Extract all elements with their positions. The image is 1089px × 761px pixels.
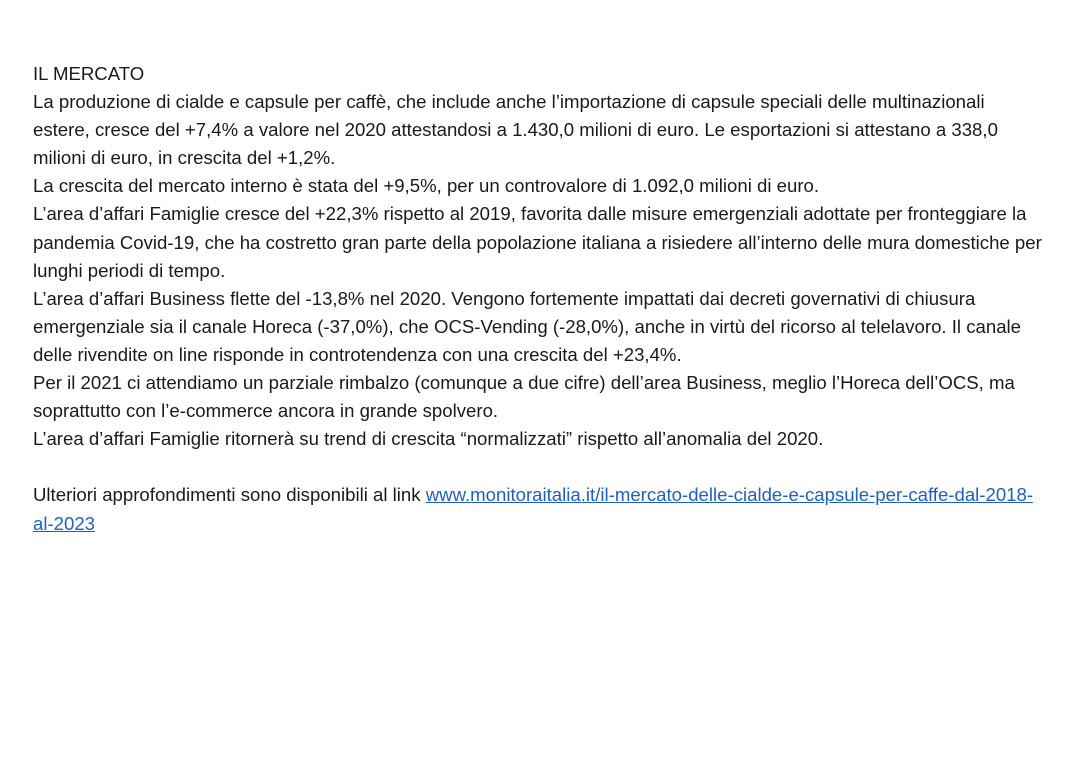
paragraph-domestic-market: La crescita del mercato interno è stata del +9,5%, per un controvalore di 1.092,0 milioni di euro.: [33, 175, 820, 197]
section-heading: IL MERCATO: [33, 63, 145, 84]
paragraph-families: L’area d’affari Famiglie cresce del +22,3% rispetto al 2019, favorita dalle misure emergenziali adottate per fronteggiare la pandemia Covid-19, che ha costretto gran parte della popolazione italiana a risiedere all’interno delle mura domestiche per lunghi periodi di tempo.: [33, 203, 1042, 281]
monitoraitalia-link[interactable]: www.monitoraitalia.it/il-mercato-delle-cialde-e-capsule-per-caffe-dal-2018-al-2023: [33, 484, 1034, 534]
document-body: [33, 60, 1043, 538]
paragraph-spacer: [33, 453, 1043, 481]
paragraph-outlook-2021: Per il 2021 ci attendiamo un parziale rimbalzo (comunque a due cifre) dell’area Business, meglio l’Horeca dell’OCS, ma soprattutto con l’e-commerce ancora in grande spolvero.: [33, 372, 1015, 422]
paragraph-production: La produzione di cialde e capsule per caffè, che include anche l’importazione di capsule speciali delle multinazionali estere, cresce del +7,4% a valore nel 2020 attestandosi a 1.430,0 milioni di euro. Le esportazioni si attestano a 338,0 milioni di euro, in crescita del +1,2%.: [33, 91, 998, 169]
paragraph-business: L’area d’affari Business flette del -13,8% nel 2020. Vengono fortemente impattati dai decreti governativi di chiusura emergenziale sia il canale Horeca (-37,0%), che OCS-Vending (-28,0%), anche in virtù del ricorso al telelavoro. Il canale delle rivendite on line risponde in controtendenza con una crescita del +23,4%.: [33, 287, 1022, 365]
footer-paragraph: [33, 481, 1043, 537]
footer-lead-text: Ulteriori approfondimenti sono disponibili al link: [33, 484, 426, 506]
paragraph-families-outlook: L’area d’affari Famiglie ritornerà su trend di crescita “normalizzati” rispetto all’anomalia del 2020.: [33, 428, 824, 450]
